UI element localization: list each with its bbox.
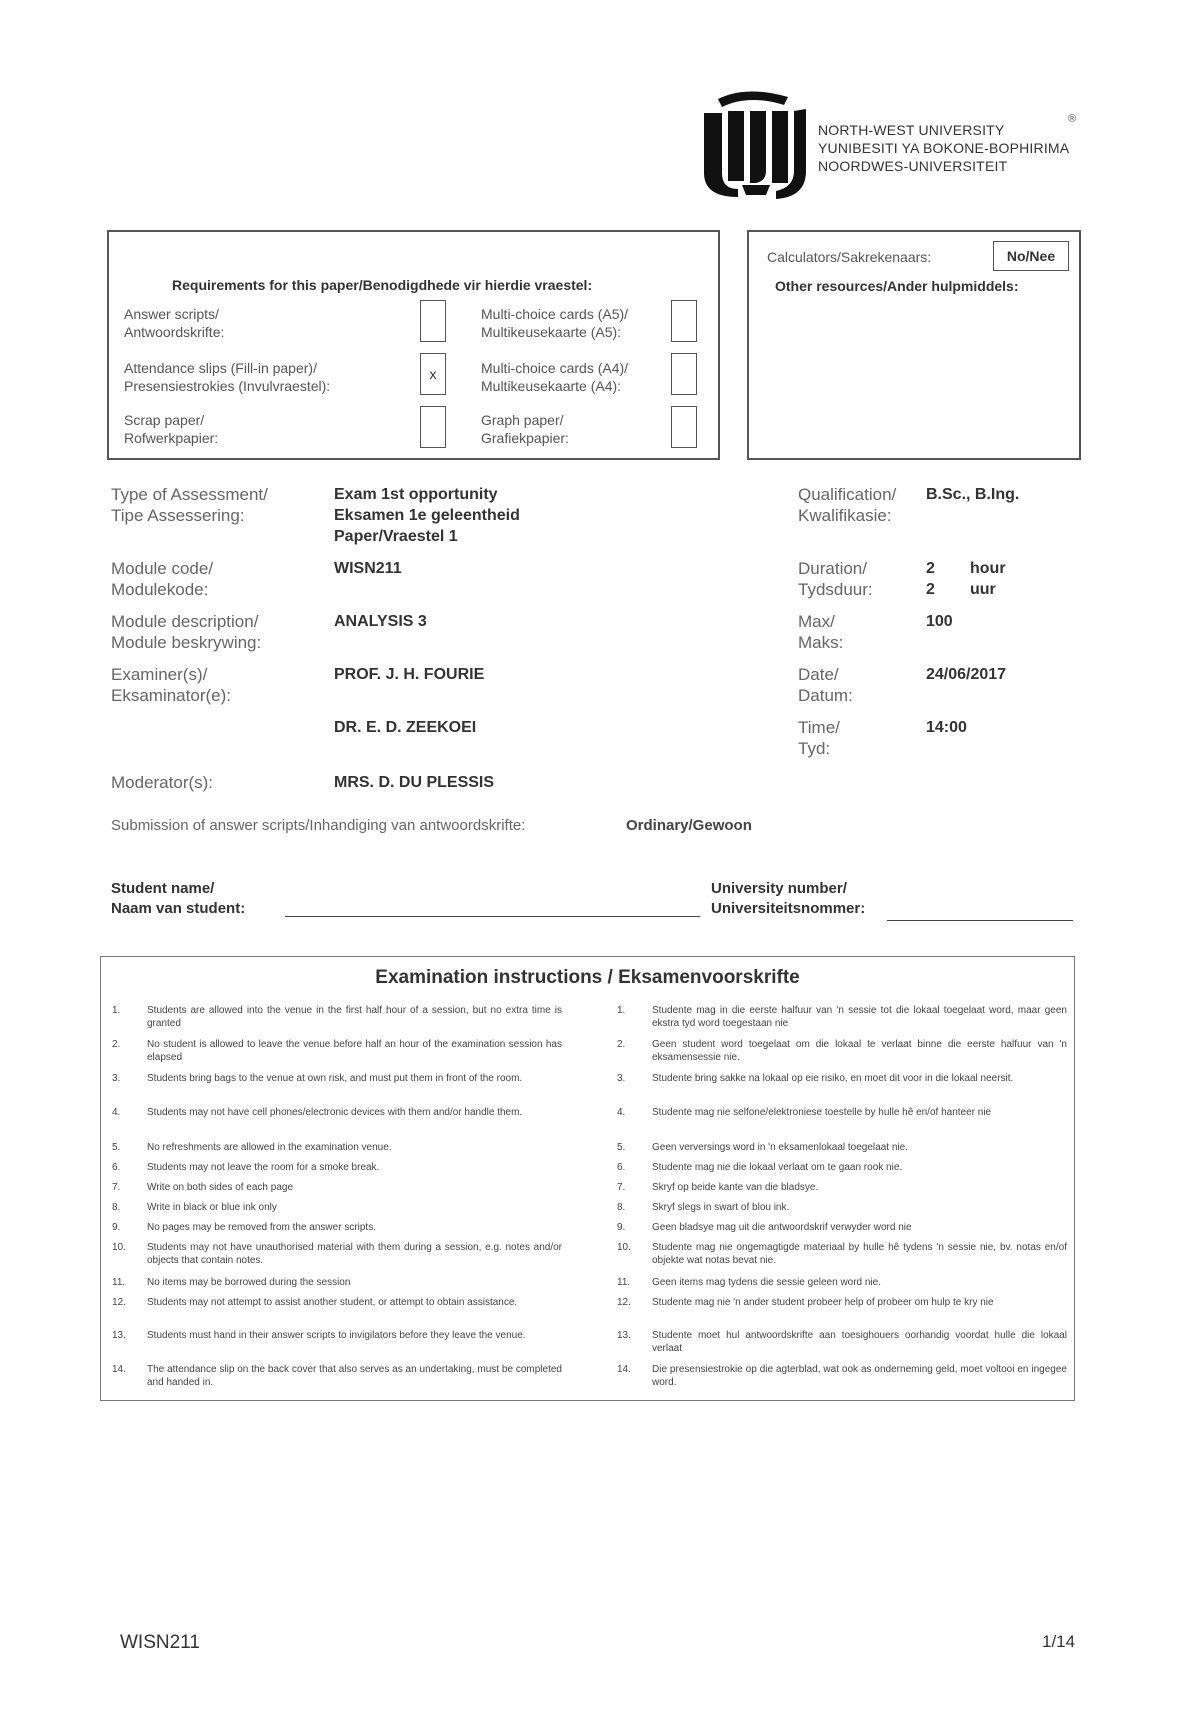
university-number-field[interactable]: [887, 920, 1073, 921]
footer-module-code: WISN211: [120, 1632, 200, 1653]
module-code-value: WISN211: [334, 560, 402, 577]
examiners-label: Examiner(s)/ Eksaminator(e):: [111, 665, 231, 705]
date-label: Date/ Datum:: [798, 665, 853, 705]
req-label-af: Multikeusekaarte (A5):: [481, 324, 622, 340]
req-label-af: Rofwerkpapier:: [124, 430, 219, 446]
submission-label: Submission of answer scripts/Inhandiging van antwoordskrifte:: [111, 817, 526, 834]
req-label-af: Antwoordskrifte:: [124, 324, 225, 340]
qualification-label: Qualification/ Kwalifikasie:: [798, 485, 897, 525]
module-description-label: Module description/ Module beskrywing:: [111, 612, 262, 652]
checkbox-mc-a5[interactable]: [671, 300, 697, 342]
other-resources-label: Other resources/Ander hulpmiddels:: [775, 278, 1019, 294]
university-logo: [698, 85, 810, 203]
type-label: Type of Assessment/ Tipe Assessering:: [111, 485, 268, 525]
calculators-label: Calculators/Sakrekenaars:: [767, 249, 932, 265]
req-answer-scripts: [124, 305, 224, 341]
req-label-en: Graph paper/: [481, 412, 564, 428]
date-value: 24/06/2017: [926, 666, 1007, 683]
req-label-en: Multi-choice cards (A4)/: [481, 360, 629, 376]
examiner-1-value: PROF. J. H. FOURIE: [334, 666, 485, 683]
duration-label: Duration/ Tydsduur:: [798, 559, 873, 599]
max-label: Max/ Maks:: [798, 612, 844, 652]
moderator-value: MRS. D. DU PLESSIS: [334, 774, 495, 791]
time-label: Time/ Tyd:: [798, 718, 840, 758]
req-label-en: Attendance slips (Fill-in paper)/: [124, 360, 317, 376]
req-mc-a4: [481, 359, 628, 395]
req-label-en: Answer scripts/: [124, 306, 219, 322]
registered-mark: ®: [1068, 113, 1077, 125]
student-name-label: Student name/ Naam van student:: [111, 880, 246, 917]
time-value: 14:00: [926, 719, 967, 736]
requirements-title: Requirements for this paper/Benodigdhede vir hierdie vraestel:: [172, 277, 593, 293]
req-label-en: Scrap paper/: [124, 412, 205, 428]
footer-page-number: 1/14: [1042, 1632, 1076, 1651]
type-value: Exam 1st opportunity Eksamen 1e geleentheid Paper/Vraestel 1: [334, 486, 520, 545]
examiner-2-value: DR. E. D. ZEEKOEI: [334, 719, 477, 736]
req-scrap-paper: [124, 411, 218, 447]
instructions-title: Examination instructions / Eksamenvoorskrifte: [375, 967, 800, 988]
calculators-value: No/Nee: [993, 241, 1069, 271]
module-code-label: Module code/ Modulekode:: [111, 559, 214, 599]
checkbox-attendance-slips[interactable]: x: [420, 353, 446, 395]
checkbox-scrap-paper[interactable]: [420, 406, 446, 448]
req-label-af: Presensiestrokies (Invulvraestel):: [124, 378, 331, 394]
checkbox-graph-paper[interactable]: [671, 406, 697, 448]
qualification-value: B.Sc., B.Ing.: [926, 486, 1020, 503]
module-description-value: ANALYSIS 3: [334, 613, 427, 630]
req-attendance-slips: [124, 359, 330, 395]
university-names: [818, 121, 1069, 175]
duration-unit: hour uur: [970, 560, 1006, 598]
req-label-en: Multi-choice cards (A5)/: [481, 306, 629, 322]
university-name-af: NOORDWES-UNIVERSITEIT: [818, 158, 1008, 174]
checkbox-answer-scripts[interactable]: [420, 300, 446, 342]
university-number-label: University number/ Universiteitsnommer:: [711, 880, 866, 917]
moderator-label: Moderator(s):: [111, 773, 214, 792]
req-label-af: Grafiekpapier:: [481, 430, 569, 446]
req-mc-a5: [481, 305, 628, 341]
submission-value: Ordinary/Gewoon: [626, 817, 752, 834]
max-value: 100: [926, 613, 953, 630]
university-name-tn: YUNIBESITI YA BOKONE-BOPHIRIMA: [818, 140, 1070, 156]
university-name-en: NORTH-WEST UNIVERSITY: [818, 122, 1005, 138]
duration-number: 2 2: [926, 560, 935, 598]
checkbox-mc-a4[interactable]: [671, 353, 697, 395]
req-graph-paper: [481, 411, 569, 447]
req-label-af: Multikeusekaarte (A4):: [481, 378, 622, 394]
student-name-field[interactable]: [285, 916, 700, 917]
